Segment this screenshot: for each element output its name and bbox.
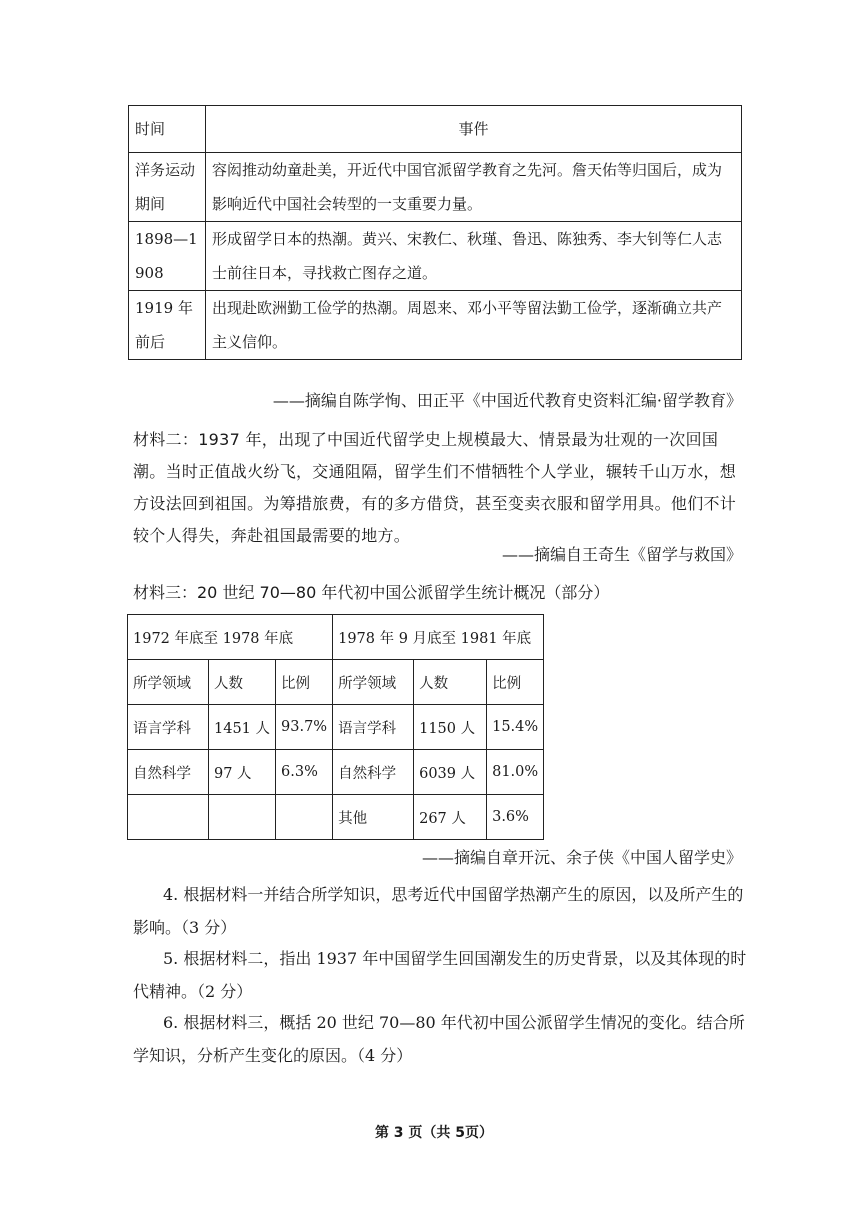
count-cell [209,795,276,840]
page-number: 第 3 页（共 5页） [374,1125,494,1141]
ratio-cell: 6.3% [276,750,333,795]
material2-source: ——摘编自王奇生《留学与救国》 [501,545,742,564]
material2-text: 材料二：1937 年，出现了中国近代留学史上规模最大、情景最为壮观的一次回国潮。当时正值战火纷飞，交通阻隔，留学生们不惜牺牲个人学业，辗转千山万水，想方设法回到祖国。为筹措旅费，有的多方借贷，甚至变卖衣服和留学用具。他们不计较个人得失，奔赴祖国最需要的地方。 [133,430,737,545]
question-5: 5. 根据材料二，指出 1937 年中国留学生回国潮发生的历史背景，以及其体现的时代精神。（2 分） [133,949,747,1001]
count-cell: 97 人 [209,750,276,795]
field-cell: 其他 [333,795,414,840]
field-cell: 语言学科 [333,705,414,750]
col-field: 所学领域 [128,660,209,705]
events-table [128,105,742,360]
row-time: 1919 年前后 [129,291,206,360]
field-cell [128,795,209,840]
field-cell: 自然科学 [333,750,414,795]
ratio-cell: 81.0% [487,750,544,795]
row-time: 洋务运动期间 [129,153,206,222]
table-row [129,222,742,291]
header-event: 事件 [206,106,742,153]
material1-source: ——摘编自陈学恂、田正平《中国近代教育史资料汇编·留学教育》 [272,391,742,410]
table-row [129,153,742,222]
table-row [128,750,544,795]
col-field: 所学领域 [333,660,414,705]
column-header-row [128,660,544,705]
row-event: 出现赴欧洲勤工俭学的热潮。周恩来、邓小平等留法勤工俭学，逐渐确立共产主义信仰。 [206,291,742,360]
count-cell: 1150 人 [414,705,487,750]
header-time: 时间 [129,106,206,153]
period2-cell: 1978 年 9 月底至 1981 年底 [333,615,544,660]
col-ratio: 比例 [276,660,333,705]
table-row [128,705,544,750]
count-cell: 1451 人 [209,705,276,750]
field-cell: 语言学科 [128,705,209,750]
row-time: 1898—1908 [129,222,206,291]
count-cell: 6039 人 [414,750,487,795]
question-6: 6. 根据材料三，概括 20 世纪 70—80 年代初中国公派留学生情况的变化。结合所学知识，分析产生变化的原因。（4 分） [133,1013,745,1065]
row-event: 形成留学日本的热潮。黄兴、宋教仁、秋瑾、鲁迅、陈独秀、李大钊等仁人志士前往日本，寻找救亡图存之道。 [206,222,742,291]
material3-source: ——摘编自章开沅、余子侠《中国人留学史》 [421,848,742,867]
period-row [128,615,544,660]
ratio-cell: 93.7% [276,705,333,750]
period1-cell: 1972 年底至 1978 年底 [128,615,333,660]
col-count: 人数 [209,660,276,705]
ratio-cell: 15.4% [487,705,544,750]
ratio-cell: 3.6% [487,795,544,840]
table-row [129,291,742,360]
question-4: 4. 根据材料一并结合所学知识，思考近代中国留学热潮产生的原因，以及所产生的影响。（3 分） [133,885,744,937]
ratio-cell [276,795,333,840]
table-header-row [129,106,742,153]
material3-title: 材料三：20 世纪 70—80 年代初中国公派留学生统计概况（部分） [133,583,610,602]
col-ratio: 比例 [487,660,544,705]
col-count: 人数 [414,660,487,705]
field-cell: 自然科学 [128,750,209,795]
count-cell: 267 人 [414,795,487,840]
row-event: 容闳推动幼童赴美，开近代中国官派留学教育之先河。詹天佑等归国后，成为影响近代中国社会转型的一支重要力量。 [206,153,742,222]
stats-table [127,614,544,840]
table-row [128,795,544,840]
